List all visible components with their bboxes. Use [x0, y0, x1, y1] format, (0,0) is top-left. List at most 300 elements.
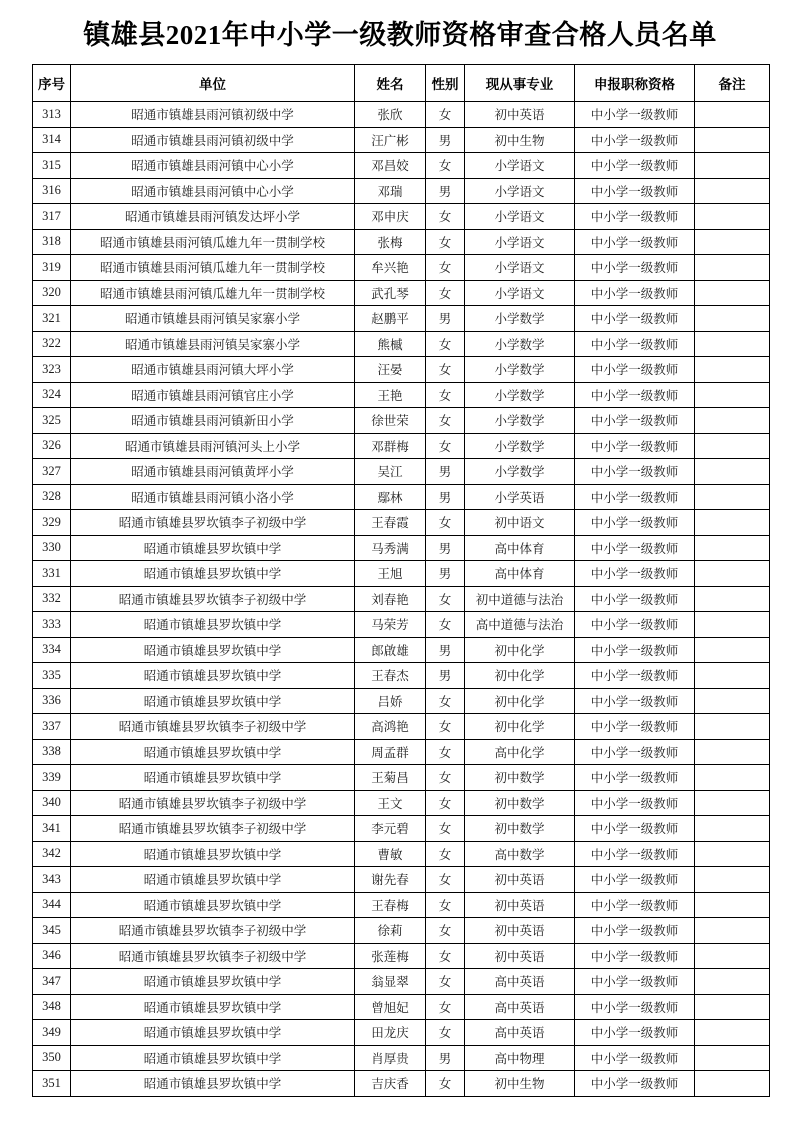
header-name: 姓名: [355, 65, 426, 102]
cell-name: 刘春艳: [355, 586, 426, 612]
cell-name: 吕娇: [355, 688, 426, 714]
cell-current-major: 小学语文: [465, 229, 575, 255]
table-row: [33, 178, 770, 204]
table-row: [33, 535, 770, 561]
cell-remarks: [695, 841, 770, 867]
table-row: [33, 943, 770, 969]
table-row: [33, 969, 770, 995]
cell-unit: 昭通市镇雄县罗坎镇中学: [71, 1071, 355, 1097]
cell-current-major: 初中化学: [465, 637, 575, 663]
table-row: [33, 153, 770, 179]
cell-remarks: [695, 586, 770, 612]
cell-name: 翁显翠: [355, 969, 426, 995]
cell-gender: 女: [426, 790, 465, 816]
cell-remarks: [695, 229, 770, 255]
header-unit: 单位: [71, 65, 355, 102]
cell-declared-title: 中小学一级教师: [575, 586, 695, 612]
cell-current-major: 小学数学: [465, 306, 575, 332]
cell-remarks: [695, 153, 770, 179]
cell-remarks: [695, 459, 770, 485]
cell-remarks: [695, 994, 770, 1020]
table-row: [33, 459, 770, 485]
table-row: [33, 765, 770, 791]
cell-declared-title: 中小学一级教师: [575, 816, 695, 842]
cell-declared-title: 中小学一级教师: [575, 867, 695, 893]
cell-gender: 女: [426, 816, 465, 842]
cell-gender: 女: [426, 1071, 465, 1097]
cell-gender: 女: [426, 153, 465, 179]
cell-name: 牟兴艳: [355, 255, 426, 281]
cell-current-major: 初中英语: [465, 867, 575, 893]
cell-unit: 昭通市镇雄县雨河镇大坪小学: [71, 357, 355, 383]
cell-unit: 昭通市镇雄县罗坎镇李子初级中学: [71, 510, 355, 536]
cell-serial-number: 328: [33, 484, 71, 510]
table-row: [33, 612, 770, 638]
header-remarks: 备注: [695, 65, 770, 102]
cell-unit: 昭通市镇雄县雨河镇小洛小学: [71, 484, 355, 510]
cell-serial-number: 330: [33, 535, 71, 561]
cell-serial-number: 316: [33, 178, 71, 204]
table-row: [33, 918, 770, 944]
cell-remarks: [695, 510, 770, 536]
cell-declared-title: 中小学一级教师: [575, 484, 695, 510]
cell-name: 邓昌姣: [355, 153, 426, 179]
cell-current-major: 高中数学: [465, 841, 575, 867]
cell-name: 高鸿艳: [355, 714, 426, 740]
cell-declared-title: 中小学一级教师: [575, 714, 695, 740]
cell-remarks: [695, 408, 770, 434]
cell-remarks: [695, 892, 770, 918]
cell-unit: 昭通市镇雄县罗坎镇中学: [71, 867, 355, 893]
cell-gender: 男: [426, 178, 465, 204]
cell-remarks: [695, 178, 770, 204]
cell-current-major: 小学数学: [465, 357, 575, 383]
cell-gender: 男: [426, 484, 465, 510]
cell-serial-number: 329: [33, 510, 71, 536]
table-row: [33, 994, 770, 1020]
cell-name: 王艳: [355, 382, 426, 408]
table-row: [33, 127, 770, 153]
cell-current-major: 小学数学: [465, 382, 575, 408]
cell-name: 张欣: [355, 102, 426, 128]
cell-declared-title: 中小学一级教师: [575, 637, 695, 663]
cell-declared-title: 中小学一级教师: [575, 561, 695, 587]
cell-name: 张莲梅: [355, 943, 426, 969]
cell-current-major: 初中英语: [465, 918, 575, 944]
cell-current-major: 高中道德与法治: [465, 612, 575, 638]
cell-gender: 男: [426, 561, 465, 587]
cell-declared-title: 中小学一级教师: [575, 510, 695, 536]
table-row: [33, 739, 770, 765]
cell-current-major: 小学语文: [465, 178, 575, 204]
cell-declared-title: 中小学一级教师: [575, 357, 695, 383]
cell-name: 王旭: [355, 561, 426, 587]
cell-name: 张梅: [355, 229, 426, 255]
cell-declared-title: 中小学一级教师: [575, 1071, 695, 1097]
cell-remarks: [695, 331, 770, 357]
cell-serial-number: 313: [33, 102, 71, 128]
cell-gender: 女: [426, 229, 465, 255]
cell-unit: 昭通市镇雄县罗坎镇中学: [71, 663, 355, 689]
cell-unit: 昭通市镇雄县罗坎镇中学: [71, 637, 355, 663]
cell-current-major: 初中数学: [465, 765, 575, 791]
cell-name: 汪晏: [355, 357, 426, 383]
cell-current-major: 小学英语: [465, 484, 575, 510]
cell-declared-title: 中小学一级教师: [575, 688, 695, 714]
cell-unit: 昭通市镇雄县雨河镇中心小学: [71, 178, 355, 204]
cell-gender: 女: [426, 510, 465, 536]
cell-current-major: 高中英语: [465, 1020, 575, 1046]
cell-remarks: [695, 280, 770, 306]
table-row: [33, 255, 770, 281]
cell-name: 王春霞: [355, 510, 426, 536]
cell-gender: 女: [426, 255, 465, 281]
cell-serial-number: 318: [33, 229, 71, 255]
cell-unit: 昭通市镇雄县罗坎镇中学: [71, 688, 355, 714]
cell-name: 吴江: [355, 459, 426, 485]
cell-gender: 女: [426, 969, 465, 995]
cell-name: 邓申庆: [355, 204, 426, 230]
table-row: [33, 433, 770, 459]
cell-remarks: [695, 816, 770, 842]
cell-current-major: 初中化学: [465, 663, 575, 689]
cell-serial-number: 327: [33, 459, 71, 485]
cell-current-major: 小学语文: [465, 204, 575, 230]
cell-gender: 女: [426, 714, 465, 740]
cell-serial-number: 337: [33, 714, 71, 740]
cell-current-major: 初中语文: [465, 510, 575, 536]
cell-name: 熊槭: [355, 331, 426, 357]
cell-unit: 昭通市镇雄县罗坎镇中学: [71, 612, 355, 638]
cell-name: 武孔琴: [355, 280, 426, 306]
cell-remarks: [695, 867, 770, 893]
cell-gender: 女: [426, 586, 465, 612]
cell-declared-title: 中小学一级教师: [575, 229, 695, 255]
cell-gender: 女: [426, 408, 465, 434]
cell-unit: 昭通市镇雄县罗坎镇中学: [71, 561, 355, 587]
cell-name: 徐莉: [355, 918, 426, 944]
cell-current-major: 初中英语: [465, 943, 575, 969]
table-row: [33, 1045, 770, 1071]
cell-remarks: [695, 1045, 770, 1071]
cell-declared-title: 中小学一级教师: [575, 127, 695, 153]
cell-unit: 昭通市镇雄县雨河镇吴家寨小学: [71, 306, 355, 332]
cell-declared-title: 中小学一级教师: [575, 459, 695, 485]
cell-unit: 昭通市镇雄县罗坎镇中学: [71, 1045, 355, 1071]
cell-serial-number: 350: [33, 1045, 71, 1071]
roster-table: [32, 64, 770, 1097]
cell-serial-number: 341: [33, 816, 71, 842]
cell-declared-title: 中小学一级教师: [575, 918, 695, 944]
table-row: [33, 663, 770, 689]
cell-declared-title: 中小学一级教师: [575, 765, 695, 791]
cell-name: 邓瑞: [355, 178, 426, 204]
cell-name: 周孟群: [355, 739, 426, 765]
cell-current-major: 高中体育: [465, 561, 575, 587]
cell-serial-number: 331: [33, 561, 71, 587]
cell-remarks: [695, 918, 770, 944]
cell-name: 鄢林: [355, 484, 426, 510]
cell-name: 曹敏: [355, 841, 426, 867]
table-row: [33, 102, 770, 128]
table-row: [33, 280, 770, 306]
cell-current-major: 高中英语: [465, 969, 575, 995]
cell-serial-number: 322: [33, 331, 71, 357]
cell-current-major: 初中道德与法治: [465, 586, 575, 612]
cell-serial-number: 314: [33, 127, 71, 153]
cell-gender: 女: [426, 841, 465, 867]
cell-gender: 女: [426, 739, 465, 765]
cell-name: 王菊昌: [355, 765, 426, 791]
cell-declared-title: 中小学一级教师: [575, 280, 695, 306]
cell-gender: 女: [426, 612, 465, 638]
cell-remarks: [695, 204, 770, 230]
cell-unit: 昭通市镇雄县罗坎镇中学: [71, 739, 355, 765]
cell-declared-title: 中小学一级教师: [575, 943, 695, 969]
header-declared-title: 申报职称资格: [575, 65, 695, 102]
cell-declared-title: 中小学一级教师: [575, 663, 695, 689]
cell-unit: 昭通市镇雄县罗坎镇李子初级中学: [71, 918, 355, 944]
cell-gender: 女: [426, 102, 465, 128]
cell-serial-number: 339: [33, 765, 71, 791]
cell-name: 马秀满: [355, 535, 426, 561]
cell-remarks: [695, 739, 770, 765]
cell-gender: 女: [426, 1020, 465, 1046]
cell-declared-title: 中小学一级教师: [575, 739, 695, 765]
cell-unit: 昭通市镇雄县雨河镇初级中学: [71, 127, 355, 153]
cell-gender: 男: [426, 459, 465, 485]
cell-unit: 昭通市镇雄县雨河镇新田小学: [71, 408, 355, 434]
cell-serial-number: 315: [33, 153, 71, 179]
cell-name: 汪广彬: [355, 127, 426, 153]
cell-serial-number: 351: [33, 1071, 71, 1097]
header-current-major: 现从事专业: [465, 65, 575, 102]
cell-serial-number: 319: [33, 255, 71, 281]
cell-unit: 昭通市镇雄县罗坎镇中学: [71, 994, 355, 1020]
table-row: [33, 867, 770, 893]
cell-serial-number: 347: [33, 969, 71, 995]
cell-unit: 昭通市镇雄县罗坎镇中学: [71, 1020, 355, 1046]
cell-name: 郎啟雄: [355, 637, 426, 663]
cell-remarks: [695, 1020, 770, 1046]
cell-current-major: 初中英语: [465, 892, 575, 918]
cell-current-major: 小学数学: [465, 408, 575, 434]
cell-gender: 男: [426, 637, 465, 663]
cell-declared-title: 中小学一级教师: [575, 612, 695, 638]
table-row: [33, 561, 770, 587]
cell-remarks: [695, 433, 770, 459]
cell-current-major: 初中生物: [465, 1071, 575, 1097]
cell-unit: 昭通市镇雄县雨河镇黄坪小学: [71, 459, 355, 485]
cell-declared-title: 中小学一级教师: [575, 331, 695, 357]
cell-name: 徐世荣: [355, 408, 426, 434]
cell-current-major: 初中数学: [465, 790, 575, 816]
cell-remarks: [695, 382, 770, 408]
cell-gender: 女: [426, 357, 465, 383]
cell-gender: 女: [426, 943, 465, 969]
cell-declared-title: 中小学一级教师: [575, 255, 695, 281]
cell-gender: 女: [426, 204, 465, 230]
table-row: [33, 306, 770, 332]
cell-declared-title: 中小学一级教师: [575, 1020, 695, 1046]
cell-declared-title: 中小学一级教师: [575, 969, 695, 995]
cell-remarks: [695, 969, 770, 995]
cell-serial-number: 333: [33, 612, 71, 638]
cell-gender: 女: [426, 867, 465, 893]
cell-unit: 昭通市镇雄县雨河镇瓜雄九年一贯制学校: [71, 280, 355, 306]
cell-gender: 男: [426, 306, 465, 332]
table-row: [33, 357, 770, 383]
table-row: [33, 1020, 770, 1046]
cell-serial-number: 321: [33, 306, 71, 332]
cell-name: 王春杰: [355, 663, 426, 689]
cell-remarks: [695, 790, 770, 816]
cell-remarks: [695, 663, 770, 689]
cell-remarks: [695, 484, 770, 510]
cell-serial-number: 326: [33, 433, 71, 459]
cell-declared-title: 中小学一级教师: [575, 841, 695, 867]
cell-remarks: [695, 127, 770, 153]
cell-unit: 昭通市镇雄县罗坎镇李子初级中学: [71, 816, 355, 842]
cell-remarks: [695, 306, 770, 332]
header-serial-number: 序号: [33, 65, 71, 102]
cell-name: 田龙庆: [355, 1020, 426, 1046]
cell-remarks: [695, 357, 770, 383]
cell-current-major: 初中英语: [465, 102, 575, 128]
cell-current-major: 初中数学: [465, 816, 575, 842]
cell-name: 马荣芳: [355, 612, 426, 638]
cell-serial-number: 345: [33, 918, 71, 944]
cell-gender: 女: [426, 433, 465, 459]
cell-remarks: [695, 612, 770, 638]
cell-serial-number: 332: [33, 586, 71, 612]
cell-current-major: 高中体育: [465, 535, 575, 561]
table-row: [33, 688, 770, 714]
cell-serial-number: 336: [33, 688, 71, 714]
cell-declared-title: 中小学一级教师: [575, 382, 695, 408]
cell-declared-title: 中小学一级教师: [575, 306, 695, 332]
cell-remarks: [695, 637, 770, 663]
cell-unit: 昭通市镇雄县雨河镇瓜雄九年一贯制学校: [71, 255, 355, 281]
cell-unit: 昭通市镇雄县罗坎镇李子初级中学: [71, 714, 355, 740]
cell-gender: 女: [426, 331, 465, 357]
cell-serial-number: 342: [33, 841, 71, 867]
cell-current-major: 初中化学: [465, 688, 575, 714]
cell-gender: 男: [426, 1045, 465, 1071]
cell-serial-number: 349: [33, 1020, 71, 1046]
cell-declared-title: 中小学一级教师: [575, 102, 695, 128]
cell-name: 肖厚贵: [355, 1045, 426, 1071]
cell-current-major: 小学语文: [465, 280, 575, 306]
cell-unit: 昭通市镇雄县雨河镇河头上小学: [71, 433, 355, 459]
table-row: [33, 204, 770, 230]
cell-declared-title: 中小学一级教师: [575, 153, 695, 179]
cell-name: 王文: [355, 790, 426, 816]
cell-unit: 昭通市镇雄县雨河镇吴家寨小学: [71, 331, 355, 357]
cell-unit: 昭通市镇雄县雨河镇瓜雄九年一贯制学校: [71, 229, 355, 255]
cell-unit: 昭通市镇雄县罗坎镇李子初级中学: [71, 790, 355, 816]
cell-unit: 昭通市镇雄县罗坎镇中学: [71, 841, 355, 867]
cell-unit: 昭通市镇雄县罗坎镇李子初级中学: [71, 943, 355, 969]
cell-remarks: [695, 255, 770, 281]
cell-serial-number: 334: [33, 637, 71, 663]
cell-serial-number: 324: [33, 382, 71, 408]
cell-serial-number: 317: [33, 204, 71, 230]
cell-unit: 昭通市镇雄县雨河镇官庄小学: [71, 382, 355, 408]
cell-declared-title: 中小学一级教师: [575, 790, 695, 816]
cell-serial-number: 343: [33, 867, 71, 893]
table-header-row: [33, 65, 770, 102]
cell-name: 李元碧: [355, 816, 426, 842]
cell-serial-number: 338: [33, 739, 71, 765]
cell-current-major: 小学数学: [465, 331, 575, 357]
cell-name: 王春梅: [355, 892, 426, 918]
cell-serial-number: 348: [33, 994, 71, 1020]
cell-current-major: 小学语文: [465, 153, 575, 179]
table-row: [33, 586, 770, 612]
cell-name: 谢先春: [355, 867, 426, 893]
cell-serial-number: 335: [33, 663, 71, 689]
cell-remarks: [695, 714, 770, 740]
cell-remarks: [695, 561, 770, 587]
cell-serial-number: 323: [33, 357, 71, 383]
table-body: [33, 102, 770, 1097]
cell-name: 曾旭妃: [355, 994, 426, 1020]
cell-declared-title: 中小学一级教师: [575, 994, 695, 1020]
table-row: [33, 408, 770, 434]
table-row: [33, 790, 770, 816]
cell-serial-number: 325: [33, 408, 71, 434]
cell-current-major: 初中化学: [465, 714, 575, 740]
cell-gender: 女: [426, 688, 465, 714]
cell-unit: 昭通市镇雄县罗坎镇李子初级中学: [71, 586, 355, 612]
cell-gender: 男: [426, 127, 465, 153]
cell-gender: 女: [426, 994, 465, 1020]
cell-declared-title: 中小学一级教师: [575, 1045, 695, 1071]
cell-serial-number: 320: [33, 280, 71, 306]
cell-gender: 女: [426, 892, 465, 918]
page-title: 镇雄县2021年中小学一级教师资格审查合格人员名单: [83, 20, 717, 50]
table-row: [33, 816, 770, 842]
cell-gender: 女: [426, 765, 465, 791]
cell-remarks: [695, 688, 770, 714]
cell-remarks: [695, 943, 770, 969]
cell-name: 吉庆香: [355, 1071, 426, 1097]
cell-unit: 昭通市镇雄县雨河镇发达坪小学: [71, 204, 355, 230]
cell-current-major: 高中物理: [465, 1045, 575, 1071]
table-row: [33, 892, 770, 918]
cell-unit: 昭通市镇雄县罗坎镇中学: [71, 765, 355, 791]
cell-declared-title: 中小学一级教师: [575, 178, 695, 204]
table-row: [33, 484, 770, 510]
cell-gender: 男: [426, 535, 465, 561]
cell-name: 赵鹏平: [355, 306, 426, 332]
cell-remarks: [695, 102, 770, 128]
cell-declared-title: 中小学一级教师: [575, 433, 695, 459]
table-row: [33, 714, 770, 740]
cell-unit: 昭通市镇雄县雨河镇初级中学: [71, 102, 355, 128]
header-gender: 性别: [426, 65, 465, 102]
cell-name: 邓群梅: [355, 433, 426, 459]
cell-current-major: 小学数学: [465, 433, 575, 459]
cell-gender: 女: [426, 918, 465, 944]
table-row: [33, 1071, 770, 1097]
table-row: [33, 637, 770, 663]
cell-unit: 昭通市镇雄县罗坎镇中学: [71, 892, 355, 918]
cell-remarks: [695, 765, 770, 791]
cell-serial-number: 344: [33, 892, 71, 918]
cell-remarks: [695, 1071, 770, 1097]
